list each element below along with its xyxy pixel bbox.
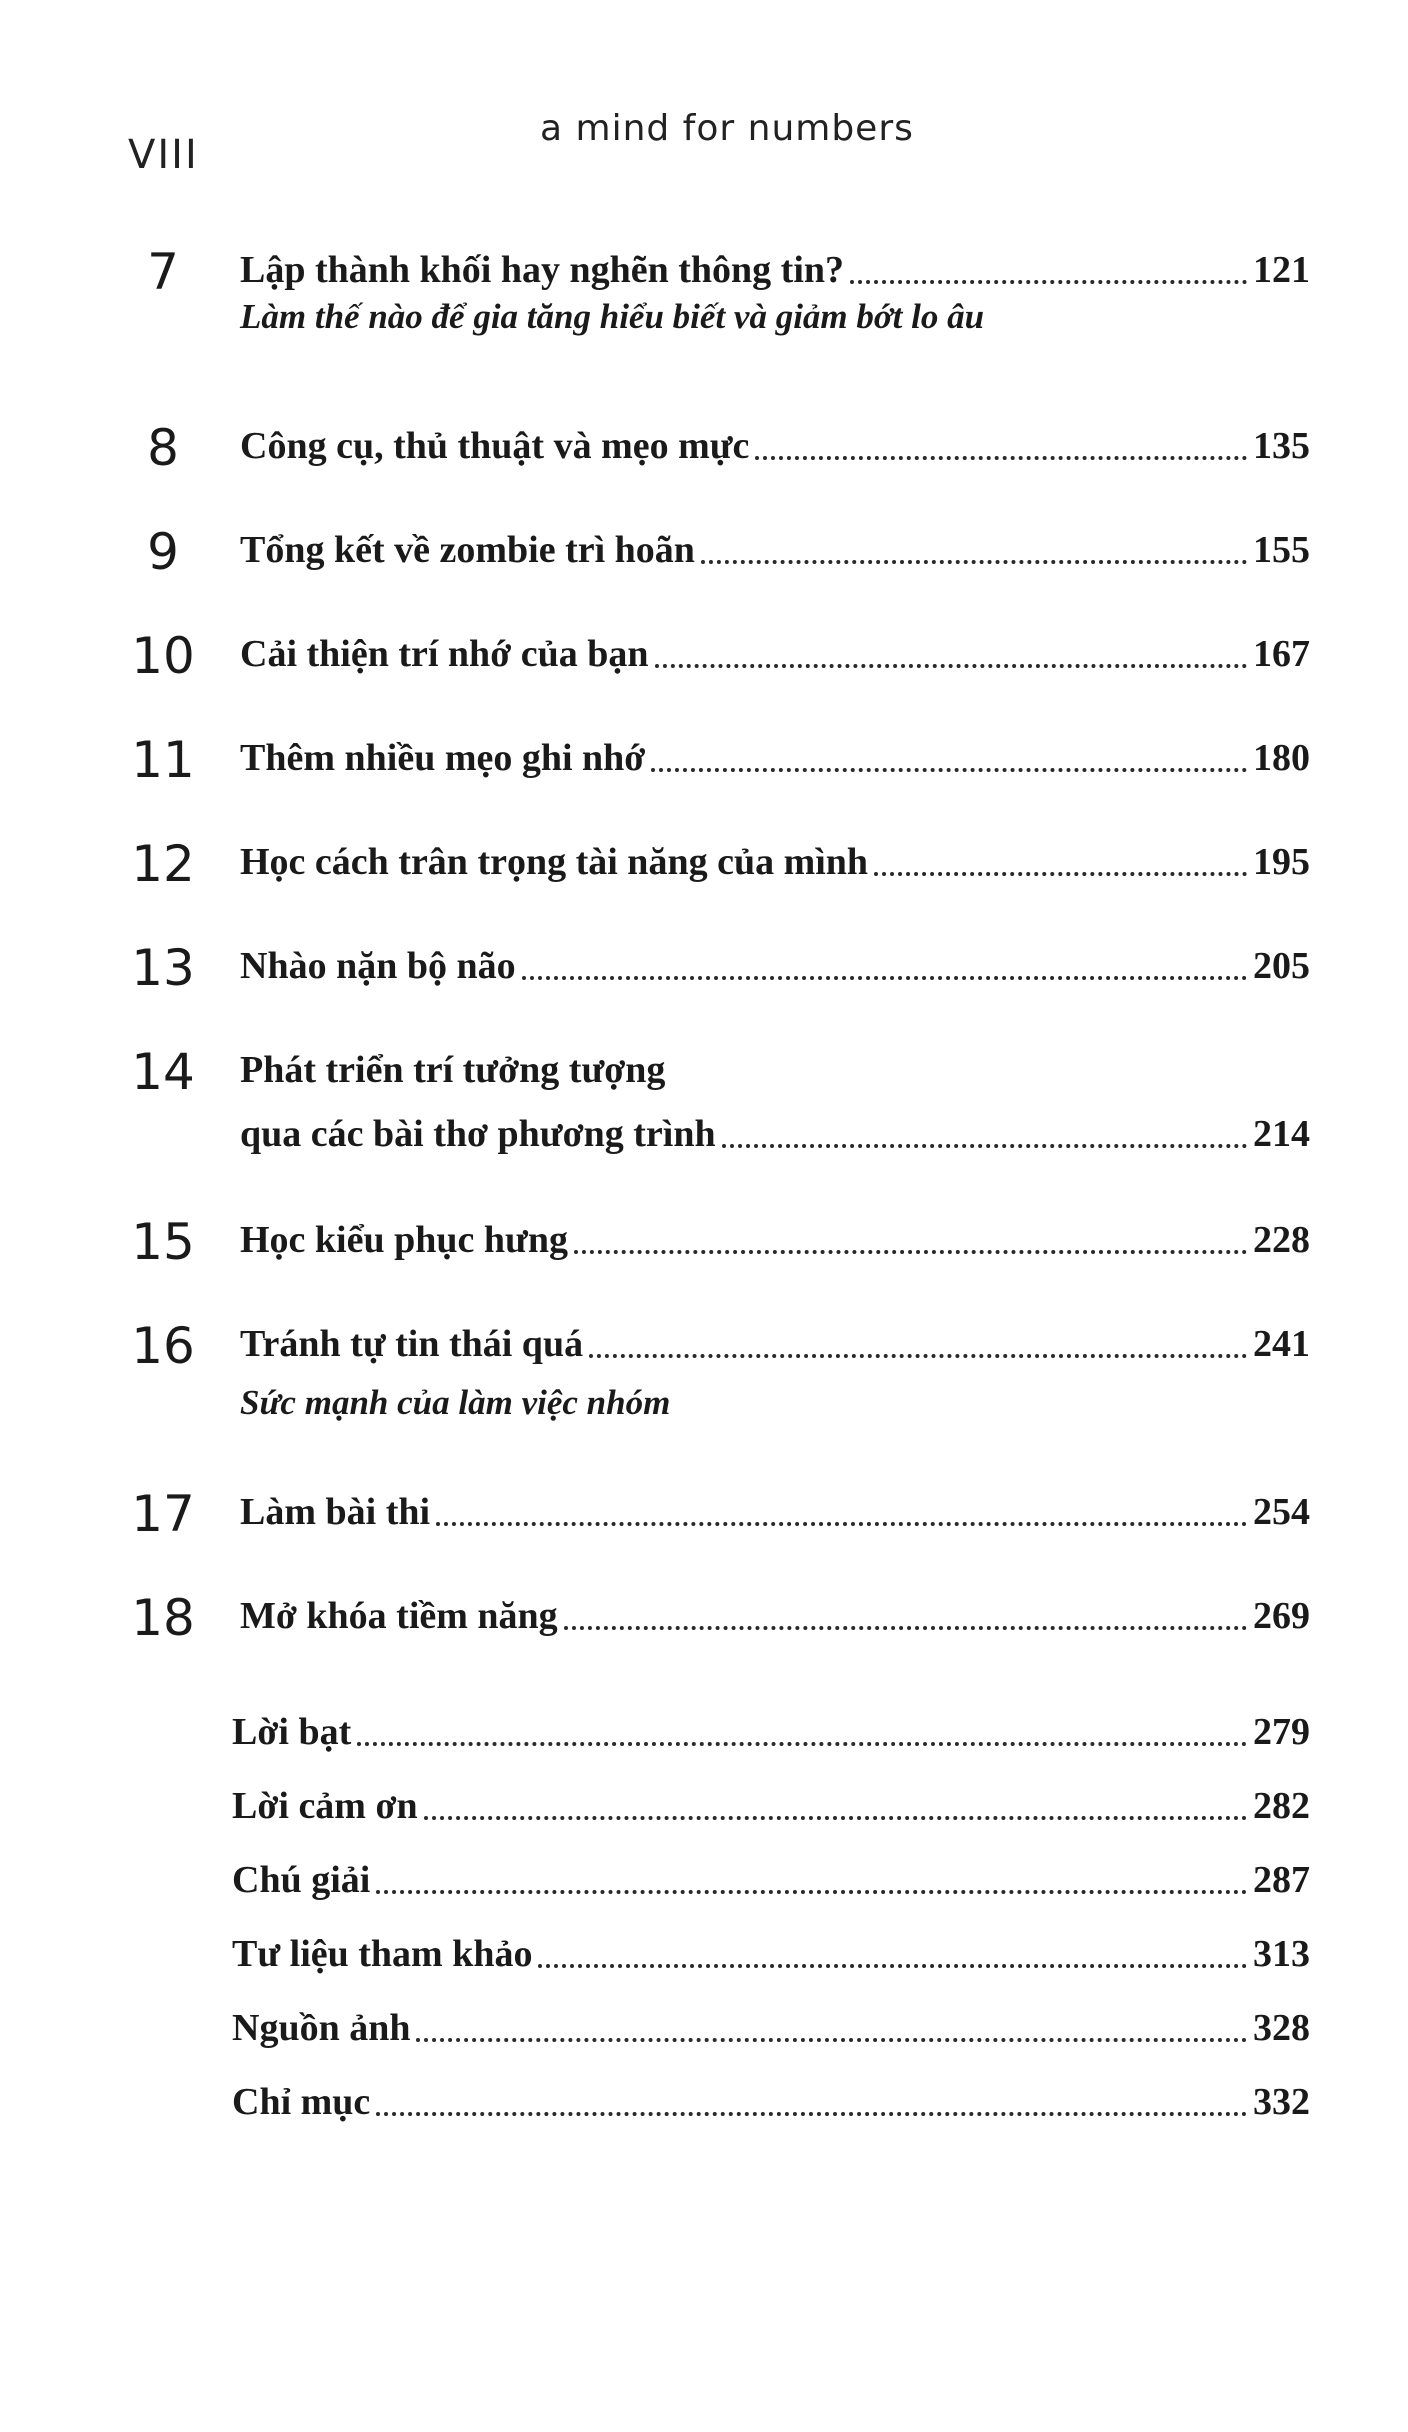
toc-entry-ch8[interactable] [0, 404, 1408, 484]
page-number: 241 [1253, 1323, 1310, 1365]
toc-entry-ch18[interactable] [0, 1574, 1408, 1654]
toc-entry-ch10[interactable] [0, 612, 1408, 692]
section-title: Lời cảm ơn [232, 1785, 418, 1827]
page-number: 269 [1253, 1595, 1310, 1637]
chapter-title: Tránh tự tin thái quá [240, 1323, 584, 1365]
dot-leader [651, 768, 1247, 772]
section-title: Chỉ mục [232, 2081, 371, 2123]
dot-leader [436, 1522, 1247, 1526]
chapter-number: 7 [147, 243, 179, 301]
chapter-number: 18 [131, 1589, 195, 1647]
page-folio: VIII [128, 132, 199, 178]
toc-line [240, 1588, 1310, 1644]
chapter-number: 13 [131, 939, 195, 997]
toc-entry-ch11[interactable] [0, 716, 1408, 796]
dot-leader [522, 976, 1247, 980]
chapter-title: Làm bài thi [240, 1491, 431, 1533]
page-number: 328 [1253, 2007, 1310, 2049]
dot-leader [589, 1354, 1247, 1358]
page-number: 282 [1253, 1785, 1310, 1827]
dot-leader [874, 872, 1247, 876]
toc-line [240, 1106, 1310, 1162]
toc-entry-back[interactable] [0, 1764, 1408, 1844]
chapter-number: 14 [131, 1043, 195, 1101]
dot-leader [416, 2038, 1247, 2042]
dot-leader [357, 1742, 1247, 1746]
chapter-title: Nhào nặn bộ não [240, 945, 516, 987]
toc-line [240, 730, 1310, 786]
page-number: 195 [1253, 841, 1310, 883]
toc-entry-back[interactable] [0, 1838, 1408, 1918]
dot-leader [376, 1890, 1247, 1894]
page-number: 167 [1253, 633, 1310, 675]
page-number: 135 [1253, 425, 1310, 467]
toc-entry-back[interactable] [0, 1912, 1408, 1992]
toc-line [240, 1484, 1310, 1540]
chapter-title: Học kiểu phục hưng [240, 1219, 568, 1261]
dot-leader [701, 560, 1247, 564]
toc-entry-ch13[interactable] [0, 924, 1408, 1004]
chapter-title: Thêm nhiều mẹo ghi nhớ [240, 737, 646, 779]
toc-line [240, 1316, 1310, 1372]
chapter-title: Công cụ, thủ thuật và mẹo mực [240, 425, 750, 467]
toc-line [240, 522, 1310, 578]
toc-line [232, 1704, 1310, 1760]
chapter-subtitle: Sức mạnh của làm việc nhóm [240, 1383, 671, 1422]
toc-line [240, 938, 1310, 994]
toc-line [232, 1926, 1310, 1982]
chapter-title: qua các bài thơ phương trình [240, 1113, 716, 1155]
running-head: a mind for numbers [540, 108, 914, 149]
chapter-number: 8 [147, 419, 179, 477]
page-number: 155 [1253, 529, 1310, 571]
chapter-title: Học cách trân trọng tài năng của mình [240, 841, 869, 883]
toc-entry-back[interactable] [0, 2060, 1408, 2140]
toc-line [232, 1852, 1310, 1908]
dot-leader [655, 664, 1248, 668]
chapter-title: Mở khóa tiềm năng [240, 1595, 558, 1637]
toc-entry-ch15[interactable] [0, 1198, 1408, 1278]
toc-line [232, 2000, 1310, 2056]
chapter-number: 10 [131, 627, 195, 685]
toc-entry-ch14[interactable] [0, 1028, 1408, 1168]
page-number: 228 [1253, 1219, 1310, 1261]
chapter-title: Cải thiện trí nhớ của bạn [240, 633, 649, 675]
toc-line [240, 1212, 1310, 1268]
dot-leader [376, 2112, 1247, 2116]
toc-entry-back[interactable] [0, 1690, 1408, 1770]
toc-line [240, 834, 1310, 890]
page-number: 121 [1253, 249, 1310, 291]
chapter-number: 11 [131, 731, 195, 789]
page-number: 279 [1253, 1711, 1310, 1753]
toc-line [232, 1778, 1310, 1834]
chapter-title: Tổng kết về zombie trì hoãn [240, 529, 695, 571]
toc-line [240, 626, 1310, 682]
toc-line [240, 242, 1310, 298]
chapter-number: 17 [131, 1485, 195, 1543]
page-number: 332 [1253, 2081, 1310, 2123]
toc-entry-ch16[interactable] [0, 1302, 1408, 1382]
dot-leader [424, 1816, 1247, 1820]
toc-entry-back[interactable] [0, 1986, 1408, 2066]
dot-leader [722, 1144, 1247, 1148]
chapter-subtitle: Làm thế nào để gia tăng hiểu biết và giảm bớt lo âu [240, 297, 985, 336]
chapter-number: 9 [147, 523, 179, 581]
page-number: 180 [1253, 737, 1310, 779]
toc-entry-ch17[interactable] [0, 1470, 1408, 1550]
chapter-title-line1: Phát triển trí tưởng tượng [240, 1049, 666, 1091]
dot-leader [755, 456, 1247, 460]
toc-line [240, 418, 1310, 474]
page-number: 214 [1253, 1113, 1310, 1155]
dot-leader [538, 1964, 1247, 1968]
toc-entry-ch12[interactable] [0, 820, 1408, 900]
page-number: 287 [1253, 1859, 1310, 1901]
section-title: Nguồn ảnh [232, 2007, 411, 2049]
chapter-title: Lập thành khối hay nghẽn thông tin? [240, 249, 845, 291]
section-title: Chú giải [232, 1859, 371, 1901]
toc-line [232, 2074, 1310, 2130]
chapter-number: 12 [131, 835, 195, 893]
dot-leader [574, 1250, 1247, 1254]
page-number: 205 [1253, 945, 1310, 987]
section-title: Lời bạt [232, 1711, 352, 1753]
dot-leader [564, 1626, 1247, 1630]
section-title: Tư liệu tham khảo [232, 1933, 533, 1975]
toc-entry-ch9[interactable] [0, 508, 1408, 588]
chapter-number: 15 [131, 1213, 195, 1271]
chapter-number: 16 [131, 1317, 195, 1375]
dot-leader [850, 280, 1247, 284]
page-number: 254 [1253, 1491, 1310, 1533]
page-number: 313 [1253, 1933, 1310, 1975]
